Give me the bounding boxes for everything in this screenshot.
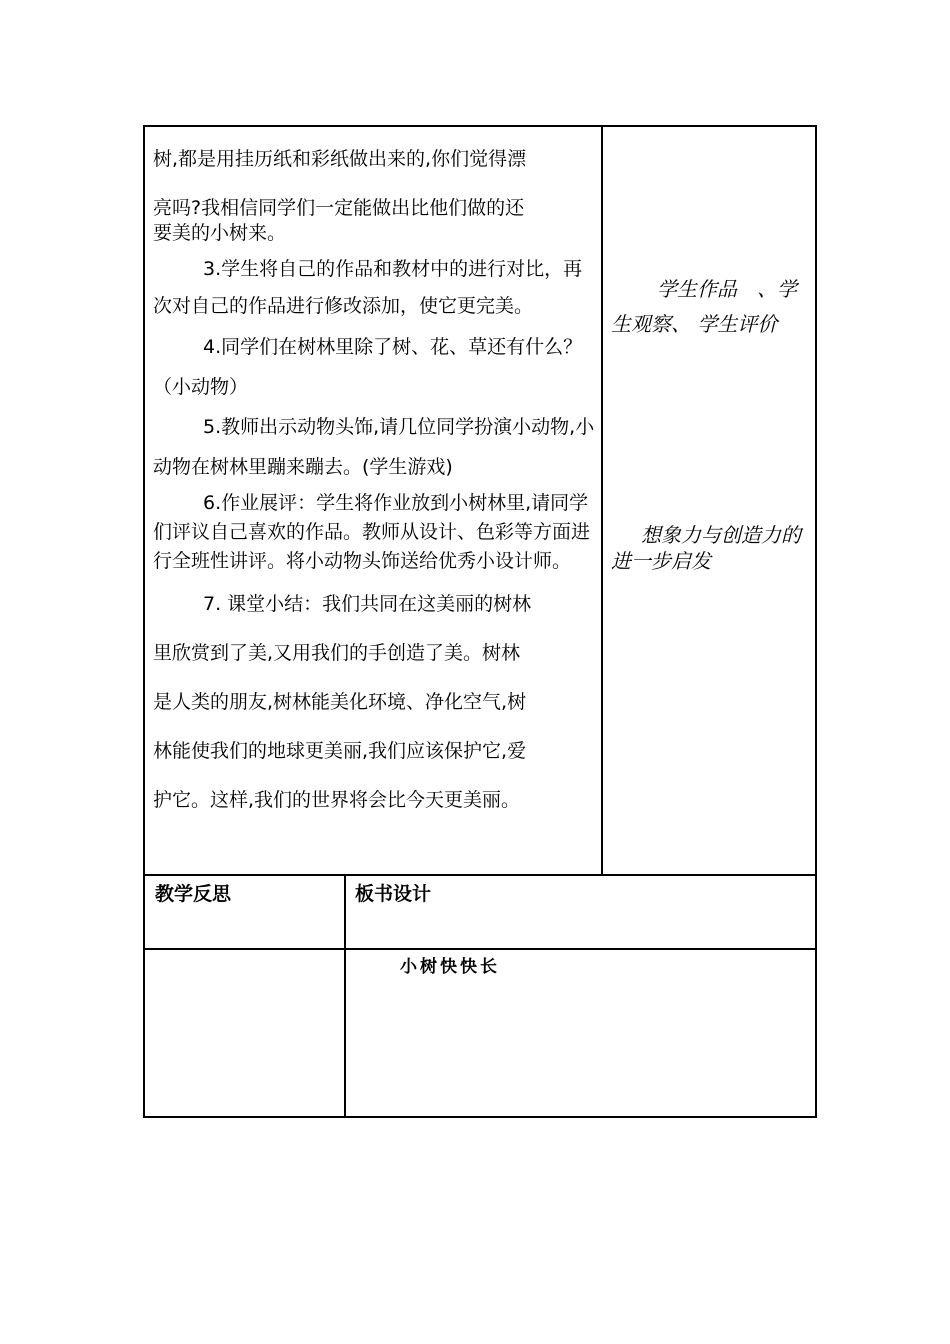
paragraph-1-line-2: 亮吗?我相信同学们一定能做出比他们做的还	[153, 197, 525, 219]
paragraph-step-5: 5.教师出示动物头饰,请几位同学扮演小动物,小动物在树林里蹦来蹦去。(学生游戏)	[153, 416, 595, 478]
paragraph-1-line-3: 要美的小树来。	[153, 222, 287, 244]
side-note-student-work: 学生作品 、学生观察、 学生评价	[611, 277, 797, 336]
lesson-procedure	[153, 135, 597, 825]
board-title: 小树快快长	[400, 957, 500, 977]
column-divider	[601, 127, 603, 876]
summary-line-3: 是人类的朋友,树林能美化环境、净化空气,树	[153, 691, 527, 713]
lesson-table	[143, 125, 817, 1118]
teaching-reflection-label: 教学反思	[155, 883, 232, 905]
summary-line-1: 7. 课堂小结：我们共同在这美丽的树林	[203, 593, 532, 615]
paragraph-1-line-1: 树,都是用挂历纸和彩纸做出来的,你们觉得漂	[153, 148, 527, 170]
row-divider	[145, 874, 815, 876]
paragraph-step-6: 6.作业展评：学生将作业放到小树林里,请同学们评议自己喜欢的作品。教师从设计、色彩等方面进行全班性讲评。将小动物头饰送给优秀小设计师。	[153, 492, 591, 572]
footer-row-divider	[145, 948, 815, 950]
side-note-imagination: 想象力与创造力的进一步启发	[611, 523, 801, 573]
summary-line-2: 里欣赏到了美,又用我们的手创造了美。树林	[153, 642, 521, 664]
board-design-label: 板书设计	[355, 883, 432, 905]
paragraph-step-3: 3.学生将自己的作品和教材中的进行对比，再次对自己的作品进行修改添加，使它更完美。	[153, 258, 583, 317]
summary-line-5: 护它。这样,我们的世界将会比今天更美丽。	[153, 789, 521, 811]
summary-line-4: 林能使我们的地球更美丽,我们应该保护它,爱	[153, 740, 527, 762]
paragraph-step-4: 4.同学们在树林里除了树、花、草还有什么？（小动物）	[153, 336, 583, 398]
footer-column-divider	[344, 874, 346, 1116]
